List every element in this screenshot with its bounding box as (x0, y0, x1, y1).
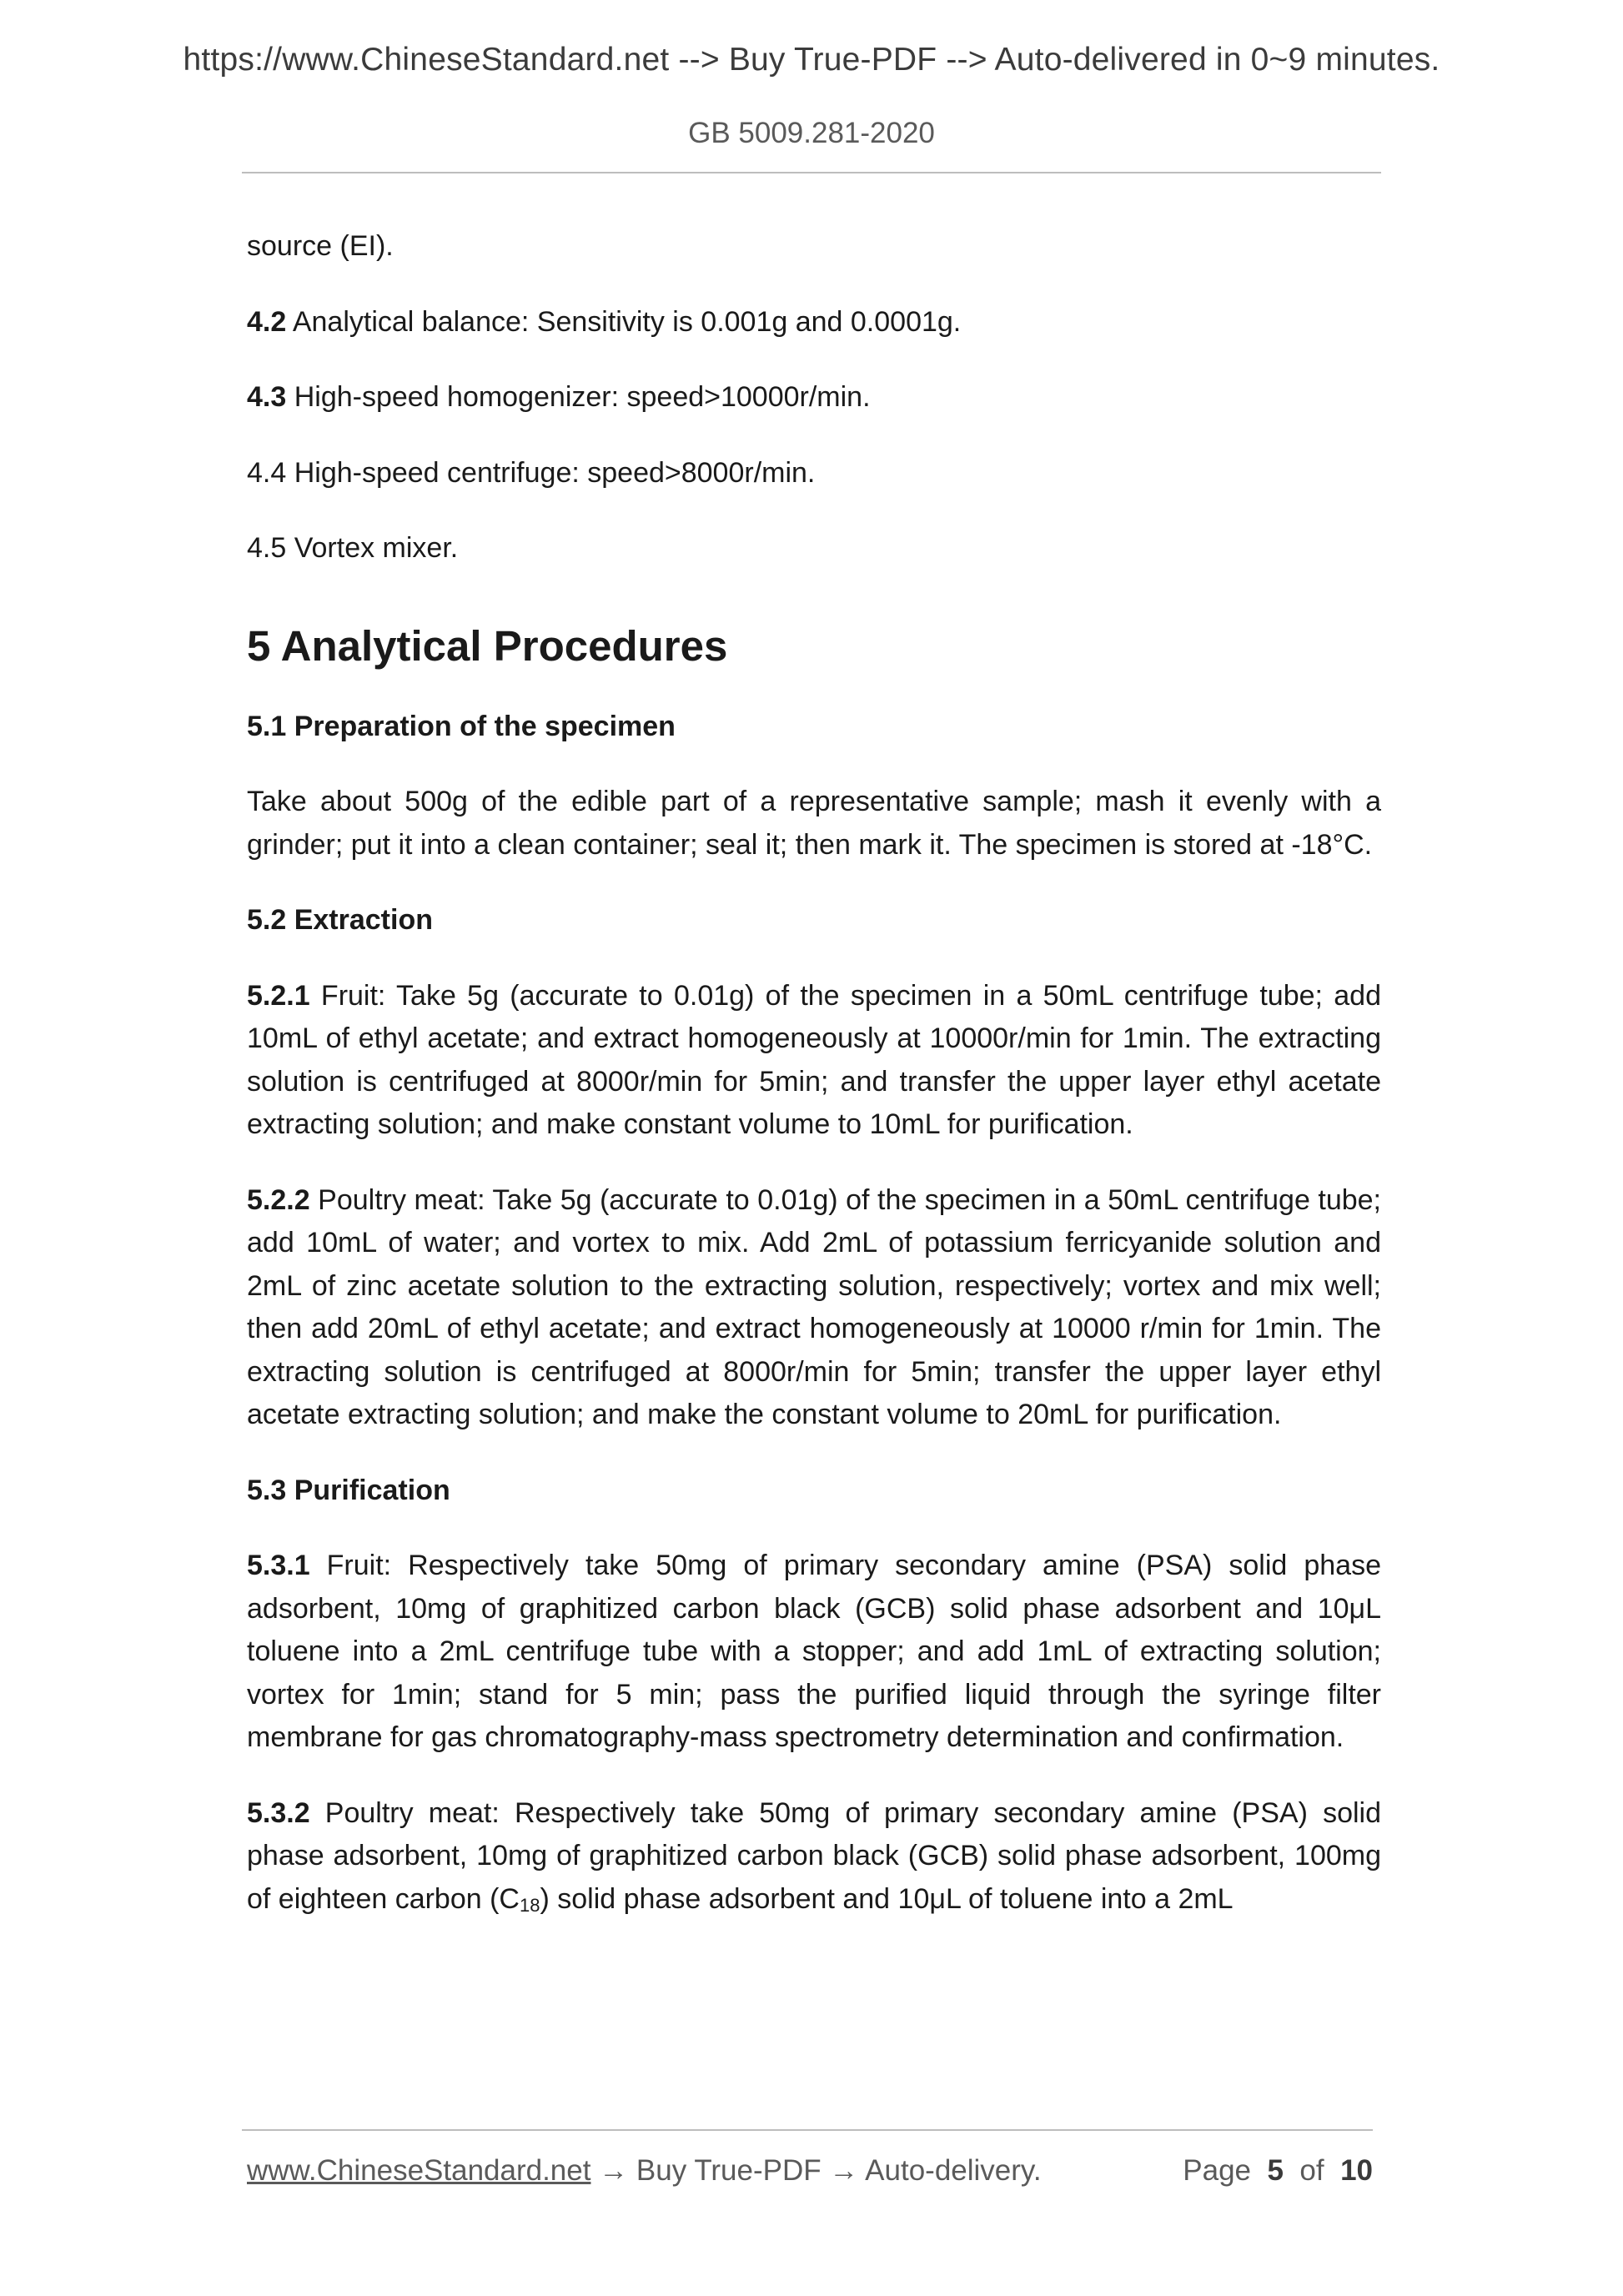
clause-text: Poultry meat: Respectively take 50mg of primary secondary amine (PSA) solid phase adsorbent, 10mg of graphitized carbon black (GCB) solid phase adsorbent, 100mg of eighteen carbon (C (247, 1796, 1381, 1915)
clause-text: Fruit: Respectively take 50mg of primary secondary amine (PSA) solid phase adsorbent, 10mg of graphitized carbon black (GCB) solid phase adsorbent and 10μL toluene into a 2mL centrifuge tube with a stopper; and add 1mL of extracting solution; vortex for 1min; stand for 5 min; pass the purified liquid through the syringe filter membrane for gas chromatography-mass spectrometry determination and confirmation. (247, 1550, 1381, 1753)
page-label: Page (1183, 2154, 1252, 2187)
clause-number: 5.3.2 (247, 1796, 310, 1829)
page-footer (247, 2148, 1373, 2193)
page-total: 10 (1340, 2154, 1373, 2187)
site-link[interactable]: www.ChineseStandard.net (247, 2154, 591, 2187)
footer-tagline: → Buy True-PDF → Auto-delivery. (590, 2154, 1042, 2187)
clause-text: High-speed homogenizer: speed>10000r/min. (286, 381, 871, 413)
clause-text-continued: ) solid phase adsorbent and 10μL of toluene into a 2mL (540, 1882, 1234, 1915)
clause-5-2-1 (247, 975, 1381, 1147)
clause-text: Poultry meat: Take 5g (accurate to 0.01g) of the specimen in a 50mL centrifuge tube; add 10mL of water; and vortex to mix. Add 2mL of potassium ferricyanide solution and 2mL of zinc acetate solution to the extracting solution, respectively; vortex and mix well; then add 20mL of ethyl acetate; and extract homogeneously at 10000 r/min for 1min. The extracting solution is centrifuged at 8000r/min for 5min; transfer the upper layer ethyl acetate extracting solution; and make the constant volume to 20mL for purification. (247, 1183, 1381, 1430)
footer-divider (242, 2129, 1373, 2131)
paragraph-source: source (EI). (247, 230, 394, 262)
page-indicator (1183, 2148, 1373, 2193)
section-5-3-heading: 5.3 Purification (247, 1474, 450, 1506)
clause-5-2-2 (247, 1179, 1381, 1437)
clause-5-3-1 (247, 1545, 1381, 1760)
clause-4-4: 4.4 High-speed centrifuge: speed>8000r/min. (247, 456, 816, 489)
section-5-1-text: Take about 500g of the edible part of a representative sample; mash it evenly with a grinder; put it into a clean container; seal it; then mark it. The specimen is stored at -18°C. (247, 786, 1381, 861)
clause-number: 4.3 (247, 381, 287, 413)
clause-number: 4.2 (247, 305, 287, 338)
section-5-1-heading: 5.1 Preparation of the specimen (247, 710, 676, 742)
clause-4-5: 4.5 Vortex mixer. (247, 532, 459, 564)
standard-code: GB 5009.281-2020 (688, 117, 935, 149)
clause-5-3-2 (247, 1792, 1381, 1922)
clause-text: Fruit: Take 5g (accurate to 0.01g) of the specimen in a 50mL centrifuge tube; add 10mL of ethyl acetate; and extract homogeneously at 10000r/min for 1min. The extracting solution is centrifuged at 8000r/min for 5min; and transfer the upper layer ethyl acetate extracting solution; and make constant volume to 10mL for purification. (247, 979, 1381, 1140)
page-number: 5 (1267, 2154, 1284, 2187)
clause-4-2 (247, 301, 1381, 344)
section-5-heading: 5 Analytical Procedures (247, 621, 728, 670)
clause-number: 5.3.1 (247, 1550, 310, 1581)
clause-text: Analytical balance: Sensitivity is 0.001g and 0.0001g. (286, 305, 962, 338)
clause-4-3 (247, 376, 1381, 420)
clause-number: 5.2.2 (247, 1183, 310, 1216)
footer-promo (247, 2148, 1042, 2193)
subscript-18: 18 (519, 1894, 540, 1916)
of-label: of (1299, 2154, 1324, 2187)
section-5-2-heading: 5.2 Extraction (247, 904, 433, 936)
clause-number: 5.2.1 (247, 979, 310, 1012)
source-banner: https://www.ChineseStandard.net --> Buy True-PDF --> Auto-delivered in 0~9 minutes. (183, 42, 1440, 78)
header-divider (242, 172, 1381, 173)
document-body (247, 225, 1381, 1953)
